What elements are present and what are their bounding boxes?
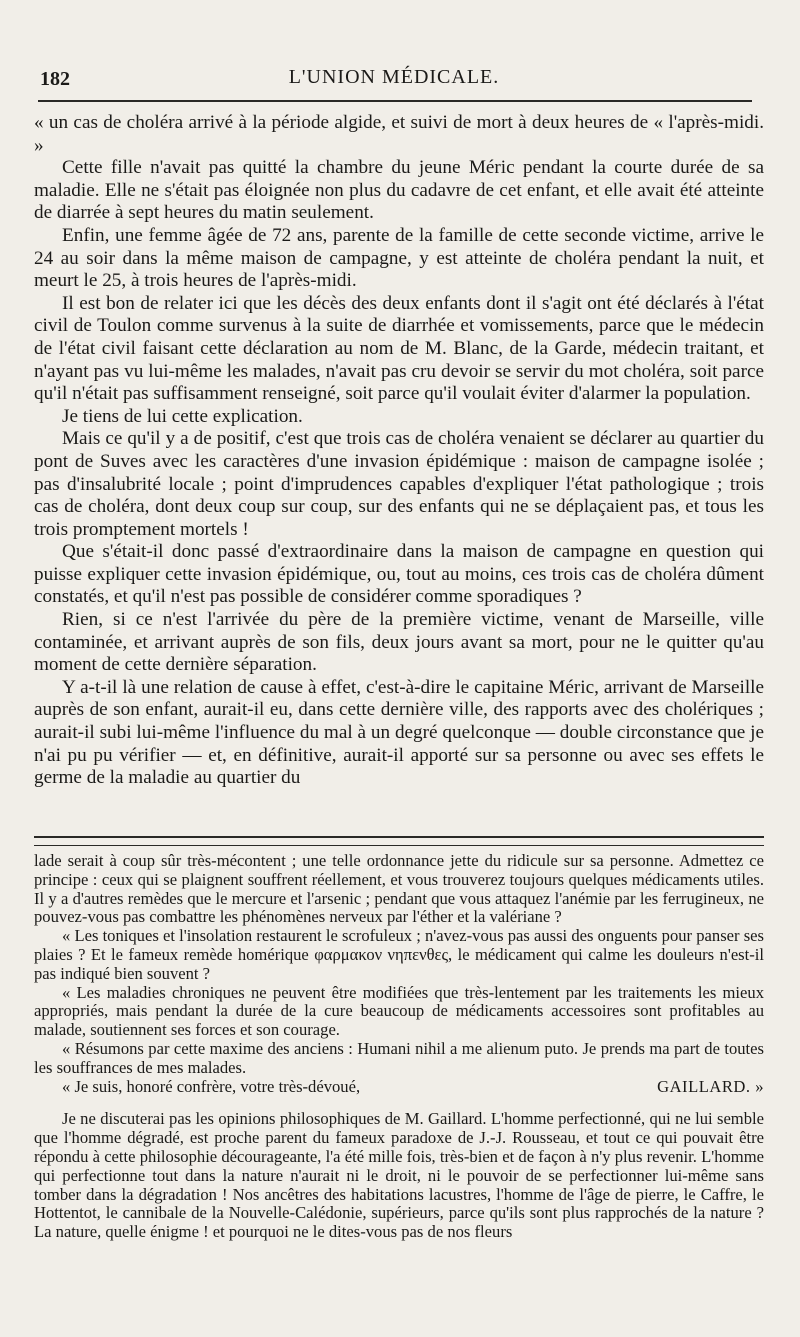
- closing-line: [34, 1078, 764, 1097]
- main-paragraph: « un cas de choléra arrivé à la période algide, et suivi de mort à deux heures de « l'après-midi. »: [34, 112, 764, 156]
- feuilleton-text: [34, 852, 764, 1242]
- header-rule: [38, 100, 752, 102]
- feuilleton-paragraph: « Résumons par cette maxime des anciens : Humani nihil a me alienum puto. Je prends ma part de toutes les souffrances de mes malades.: [34, 1038, 764, 1077]
- main-text: [34, 112, 764, 790]
- signature: GAILLARD. »: [657, 1076, 764, 1096]
- feuilleton-paragraph: lade serait à coup sûr très-mécontent ; une telle ordonnance jette du ridicule sur sa personne. Admettez ce principe : ceux qui se plaignent souffrent réellement, et vous trouverez toujours quelques médicaments utiles. Il y a d'autres remèdes que le mercure et l'arsenic ; pendant que vous attaquez l'anémie par les ferrugineux, ne pouvez-vous pas combattre les phénomènes nerveux par l'éther et la valériane ?: [34, 851, 764, 927]
- page-number: 182: [40, 68, 70, 90]
- main-paragraph: Mais ce qu'il y a de positif, c'est que trois cas de choléra venaient se déclarer au quartier du pont de Suves avec les caractères d'une invasion épidémique : maison de campagne isolée ; pas d'insalubrité locale ; point d'imprudences capables d'expliquer l'état pathologique ; trois cas de choléra, dont deux coup sur coup, sur des enfants qui ne se déplaçaient pas, et tous les trois promptement mortels !: [34, 428, 764, 540]
- main-paragraph: Rien, si ce n'est l'arrivée du père de la première victime, venant de Marseille, ville contaminée, et arrivant auprès de son fils, deux jours avant sa mort, pour ne le quitter qu'au moment de cette dernière séparation.: [34, 609, 764, 676]
- main-paragraph: Enfin, une femme âgée de 72 ans, parente de la famille de cette seconde victime, arrive le 24 au soir dans la même maison de campagne, y est atteinte de choléra pendant la nuit, et meurt le 25, à trois heures de l'après-midi.: [34, 224, 764, 292]
- feuilleton-separator: [34, 836, 764, 846]
- main-paragraph: Il est bon de relater ici que les décès des deux enfants dont il s'agit ont été déclarés à l'état civil de Toulon comme survenus à la suite de diarrhée et vomissements, parce que le médecin de l'état civil faisant cette déclaration au nom de M. Blanc, de la Garde, médecin traitant, et n'ayant pas vu lui-même les malades, n'avait pas cru devoir se servir du mot choléra, soit parce qu'il n'était pas suffisamment renseigné, soit parce qu'il voulait éviter d'alarmer la population.: [34, 292, 764, 405]
- feuilleton-paragraph: « Les maladies chroniques ne peuvent être modifiées que très-lentement par les traitements les mieux appropriés, mais pendant la durée de la cure beaucoup de médicaments accessoires sont profitables au malade, soutiennent ses forces et son courage.: [34, 982, 764, 1040]
- main-paragraph: Que s'était-il donc passé d'extraordinaire dans la maison de campagne en question qui puisse expliquer cette invasion épidémique, ou, tout au moins, ces trois cas de choléra dûment constatés, et qu'il n'est pas possible de considérer comme sporadiques ?: [34, 541, 764, 608]
- main-paragraph: Cette fille n'avait pas quitté la chambre du jeune Méric pendant la courte durée de sa maladie. Elle ne s'était pas éloignée non plus du cadavre de cet enfant, et elle avait été atteinte de diarrée à sept heures du matin seulement.: [34, 157, 764, 224]
- main-paragraph: Y a-t-il là une relation de cause à effet, c'est-à-dire le capitaine Méric, arrivant de Marseille auprès de son enfant, aurait-il eu, dans cette dernière ville, des rapports avec des cholériques ; aurait-il subi lui-même l'influence du mal à un degré quelconque — double circonstance que je n'ai pu pu vérifier — et, en définitive, aurait-il apporté sur sa personne ou avec ses effets le germe de la maladie au quartier du: [34, 676, 764, 789]
- journal-title: L'UNION MÉDICALE.: [288, 66, 500, 88]
- running-header: [36, 62, 752, 96]
- feuilleton-paragraph: Je ne discuterai pas les opinions philosophiques de M. Gaillard. L'homme perfectionné, qui ne lui semble que l'homme dégradé, est proche parent du fameux paradoxe de J.-J. Rousseau, et tout ce qui pouvait être répondu à cette philosophie décourageante, l'a été mille fois, très-bien et de façon à n'y plus revenir. L'homme qui perfectionne tout dans la nature n'aurait ni le droit, ni le pouvoir de se perfectionner lui-même sans tomber dans la dégradation ! Nos ancêtres des habitations lacustres, l'homme de l'âge de pierre, le Caffre, le Hottentot, le cannibale de la Nouvelle-Calédonie, supérieurs, parce qu'ils sont plus rapprochés de la nature ? La nature, quelle énigme ! et pourquoi ne le dites-vous pas de nos fleurs: [34, 1109, 764, 1242]
- main-paragraph: Je tiens de lui cette explication.: [62, 405, 303, 427]
- feuilleton-paragraph: « Les toniques et l'insolation restaurent le scrofuleux ; n'avez-vous pas aussi des onguents pour panser ses plaies ? Et le fameux remède homérique φαρμακον νηπενθες, le médicament qui calme les douleurs n'est-il pas indiqué bien souvent ?: [34, 926, 764, 983]
- closing-text: « Je suis, honoré confrère, votre très-dévoué,: [62, 1076, 361, 1096]
